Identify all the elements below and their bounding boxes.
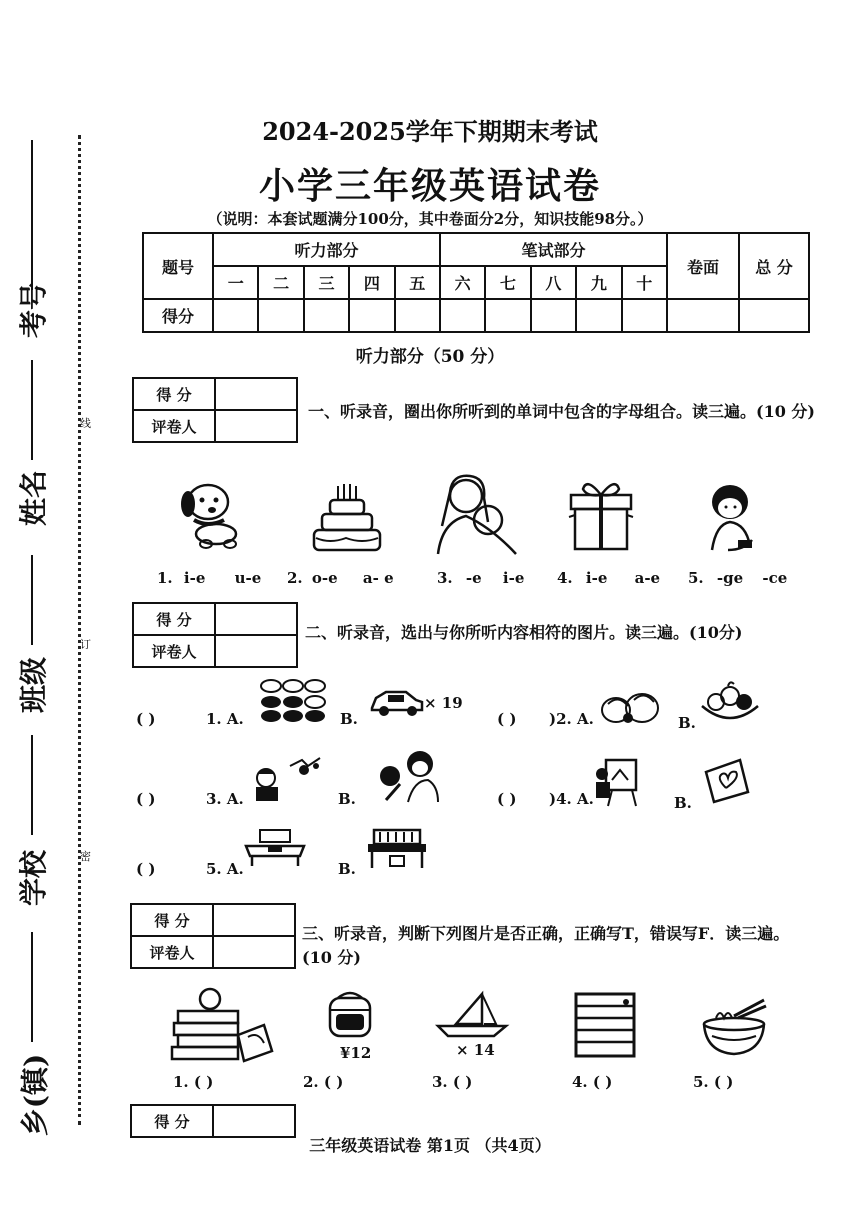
binding-mark: 密 — [80, 850, 91, 863]
q2-item-2-b: B. — [678, 714, 696, 732]
page-footer: 三年级英语试卷 第1页 （共4页） — [309, 1136, 551, 1155]
score-cell[interactable] — [258, 299, 303, 332]
score-cell[interactable] — [622, 299, 667, 332]
item-number: 4. — [557, 569, 573, 587]
label-town: 乡(镇) — [18, 1053, 52, 1137]
q2-item-3-b: B. — [338, 790, 356, 808]
answer-paren[interactable]: ( ) — [136, 710, 156, 728]
choice-a[interactable]: -ge — [716, 569, 744, 587]
header-total: 总 分 — [739, 233, 809, 299]
score-label: 得 分 — [133, 378, 215, 410]
label-school: 学校 — [17, 849, 51, 907]
field-line — [31, 555, 33, 645]
girl-flowers-icon[interactable] — [374, 748, 444, 804]
exam-subtitle: 小学三年级英语试卷 — [258, 165, 601, 207]
col-number: 九 — [576, 266, 621, 299]
q3-answer-4[interactable]: 4. ( ) — [572, 1073, 613, 1091]
question-2-text: 二、听录音，选出与你所听内容相符的图片。读三遍。(10分) — [305, 623, 743, 642]
row-score-label: 得分 — [143, 299, 213, 332]
drawing-board-icon[interactable] — [592, 756, 642, 808]
field-line — [31, 932, 33, 1042]
choice-a[interactable]: i-e — [585, 569, 608, 587]
label-name: 姓名 — [17, 469, 51, 527]
bookshelf-icon — [570, 990, 642, 1060]
q1-item-2 — [287, 569, 394, 587]
score-cell[interactable] — [395, 299, 440, 332]
gift-box-icon — [565, 475, 637, 553]
question-1-text: 一、听录音，圈出你所听到的单词中包含的字母组合。读三遍。(10 分) — [308, 402, 815, 421]
shoes-icon[interactable] — [257, 676, 329, 724]
item-number: 1. — [157, 569, 173, 587]
score-cell[interactable] — [304, 299, 349, 332]
bed-icon[interactable] — [244, 826, 306, 868]
grader-label: 评卷人 — [133, 410, 215, 442]
grader-box — [130, 903, 296, 969]
q1-item-3 — [437, 569, 524, 587]
exam-note: （说明：本套试题满分100分，其中卷面分2分，知识技能98分。） — [207, 210, 653, 228]
score-cell[interactable] — [213, 299, 258, 332]
score-cell[interactable] — [485, 299, 530, 332]
col-number: 六 — [440, 266, 485, 299]
exam-title: 2024-2025学年下期期末考试 — [262, 117, 598, 146]
noodle-bowl-icon — [700, 996, 768, 1058]
boy-playing-icon[interactable] — [250, 752, 328, 806]
q2-item-4-b: B. — [674, 794, 692, 812]
price-label: ¥12 — [340, 1044, 372, 1062]
col-number: 四 — [349, 266, 394, 299]
books-icon — [168, 985, 274, 1065]
q2-item-1-a: 1. A. — [206, 710, 244, 728]
binding-dotted-line — [78, 135, 81, 1125]
cake-icon — [310, 482, 382, 554]
answer-paren[interactable]: ( ) — [497, 710, 517, 728]
col-number: 五 — [395, 266, 440, 299]
mother-child-icon — [432, 472, 522, 558]
choice-a[interactable]: i-e — [183, 569, 206, 587]
score-cell[interactable] — [440, 299, 485, 332]
score-cell[interactable] — [667, 299, 739, 332]
label-exam-number: 考号 — [17, 281, 51, 339]
q3-answer-2[interactable]: 2. ( ) — [303, 1073, 344, 1091]
q1-item-5 — [688, 569, 787, 587]
q1-item-4 — [557, 569, 660, 587]
q3-answer-5[interactable]: 5. ( ) — [693, 1073, 734, 1091]
header-neatness: 卷面 — [667, 233, 739, 299]
score-label: 得 分 — [133, 603, 215, 635]
listening-heading: 听力部分（50 分） — [355, 347, 505, 367]
boat-icon — [434, 990, 510, 1038]
grader-box — [132, 602, 298, 668]
answer-paren[interactable]: ( ) — [497, 790, 517, 808]
score-cell[interactable] — [576, 299, 621, 332]
choice-b[interactable]: i-e — [502, 569, 525, 587]
choice-b[interactable]: u-e — [234, 569, 262, 587]
item-number: 3. — [437, 569, 453, 587]
score-label: 得 分 — [131, 1105, 213, 1137]
q3-answer-1[interactable]: 1. ( ) — [173, 1073, 214, 1091]
score-cell[interactable] — [349, 299, 394, 332]
col-number: 八 — [531, 266, 576, 299]
item-number: 2. — [287, 569, 303, 587]
piano-desk-icon[interactable] — [366, 826, 428, 870]
q2-item-4-a: )4. A. — [549, 790, 594, 808]
header-question-number: 题号 — [143, 233, 213, 299]
dog-icon — [172, 478, 242, 550]
count-label: × 19 — [424, 694, 463, 712]
vegetables-icon[interactable] — [598, 684, 662, 726]
col-number: 二 — [258, 266, 303, 299]
col-number: 七 — [485, 266, 530, 299]
choice-b[interactable]: -ce — [762, 569, 788, 587]
score-field[interactable] — [215, 378, 297, 410]
score-cell[interactable] — [531, 299, 576, 332]
q2-item-1-b: B. — [340, 710, 358, 728]
col-number: 十 — [622, 266, 667, 299]
q2-item-3-a: 3. A. — [206, 790, 244, 808]
item-number: 5. — [688, 569, 704, 587]
q2-item-5-b: B. — [338, 860, 356, 878]
grader-box — [132, 377, 298, 443]
score-field[interactable] — [215, 603, 297, 635]
header-writing: 笔试部分 — [440, 233, 667, 266]
choice-a[interactable]: -e — [465, 569, 482, 587]
score-table — [142, 232, 810, 333]
q2-item-5-a: 5. A. — [206, 860, 244, 878]
field-line — [31, 735, 33, 835]
q2-item-2-a: )2. A. — [549, 710, 594, 728]
car-icon[interactable] — [368, 686, 424, 718]
card-icon[interactable] — [700, 756, 752, 804]
fruit-basket-icon[interactable] — [698, 680, 762, 728]
grader-field[interactable] — [215, 410, 297, 442]
q1-item-1 — [157, 569, 261, 587]
grader-label: 评卷人 — [133, 635, 215, 667]
answer-paren[interactable]: ( ) — [136, 790, 156, 808]
answer-paren[interactable]: ( ) — [136, 860, 156, 878]
girl-icon — [698, 480, 768, 556]
binding-mark: 订 — [80, 638, 91, 651]
grader-field[interactable] — [213, 936, 295, 968]
score-field[interactable] — [213, 904, 295, 936]
choice-b[interactable]: a-e — [634, 569, 661, 587]
col-number: 三 — [304, 266, 349, 299]
choice-a[interactable]: o-e — [311, 569, 338, 587]
q3-answer-3[interactable]: 3. ( ) — [432, 1073, 473, 1091]
score-label: 得 分 — [131, 904, 213, 936]
count-label: × 14 — [456, 1041, 495, 1059]
field-line — [31, 360, 33, 460]
grader-field[interactable] — [215, 635, 297, 667]
binding-mark: 线 — [80, 417, 91, 430]
col-number: 一 — [213, 266, 258, 299]
header-listening: 听力部分 — [213, 233, 440, 266]
question-3-text: 三、听录音，判断下列图片是否正确，正确写T，错误写F．读三遍。(10 分) — [302, 924, 790, 967]
score-cell[interactable] — [739, 299, 809, 332]
label-class: 班级 — [17, 656, 51, 714]
grader-label: 评卷人 — [131, 936, 213, 968]
backpack-icon — [322, 988, 380, 1040]
choice-b[interactable]: a- e — [362, 569, 394, 587]
